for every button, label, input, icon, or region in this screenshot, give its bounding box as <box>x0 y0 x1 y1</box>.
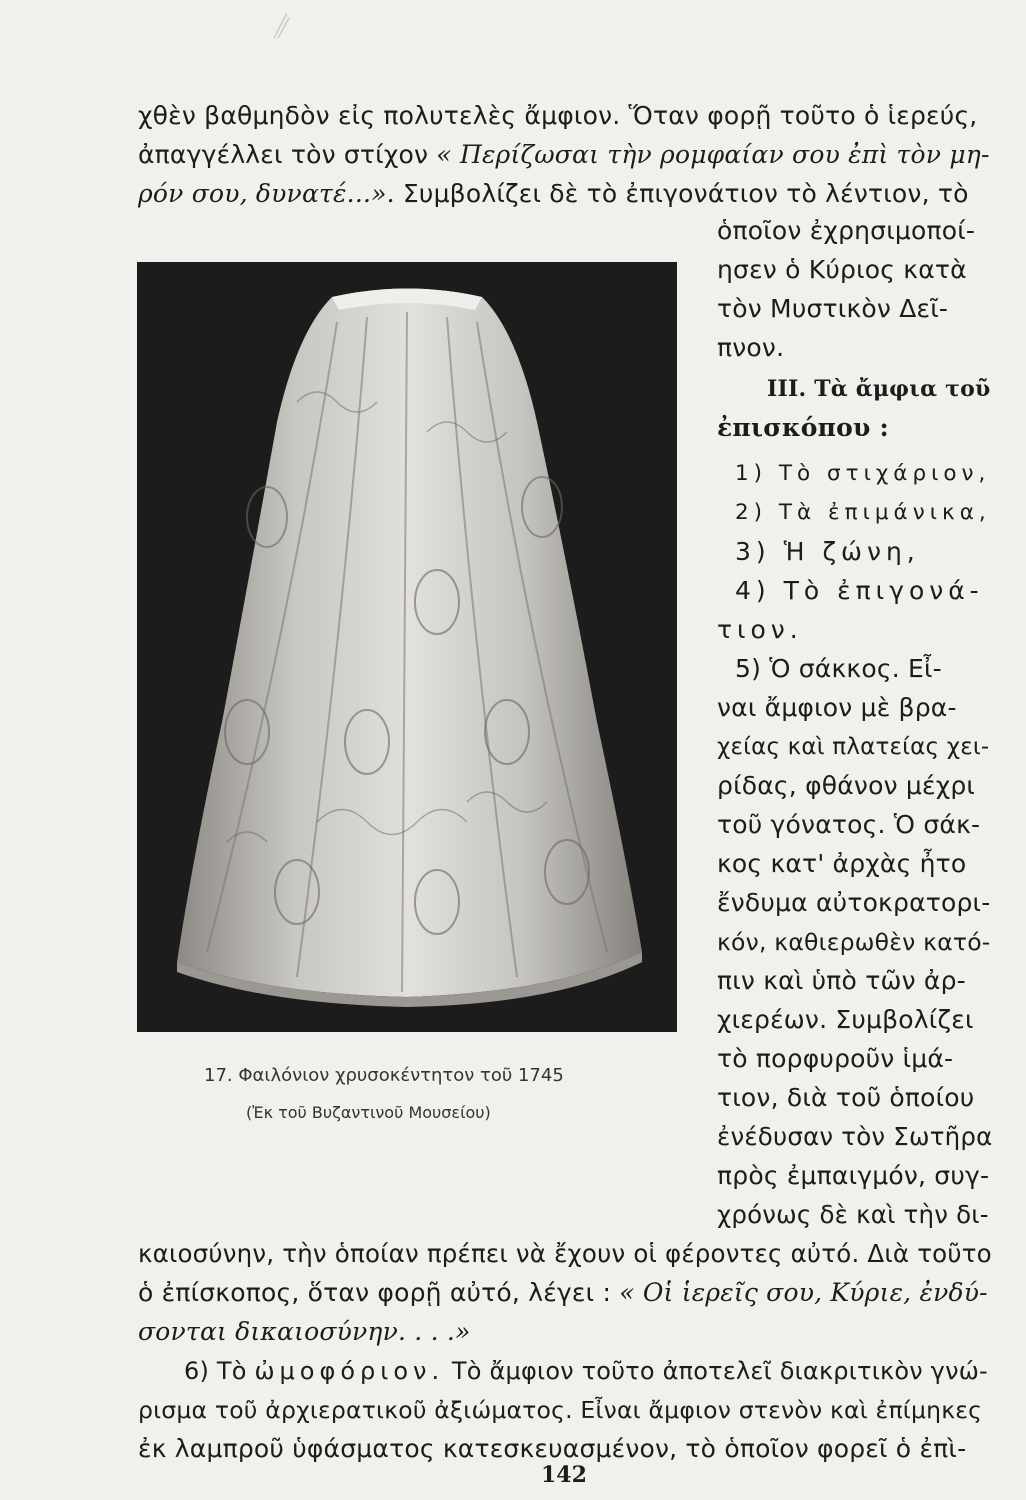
list-item-3: 3) Ἡ ζώνη, <box>735 537 920 566</box>
verse-quote-2: « Οἱ ἱερεῖς σου, Κύριε, ἐνδύ- <box>619 1278 988 1307</box>
body-line-3 <box>138 178 969 210</box>
section-heading-cont: ἐπισκόπου : <box>717 413 889 442</box>
col-line-3: τὸν Μυστικὸν Δεῖ- <box>717 294 949 323</box>
col-line-18: ἔνδυμα αὐτοκρατορι- <box>717 888 991 917</box>
col-line-1: ὁποῖον ἐχρησιμοποί- <box>717 216 976 245</box>
verse-quote-1: « Περίζωσαι τὴν ρομφαίαν σου ἐπὶ τὸν μη- <box>436 140 990 169</box>
body-line-3-text: Συμβολίζει δὲ τὸ ἐπιγονάτιον τὸ λέντιον, τὸ <box>394 179 969 208</box>
body-line-1: χθὲν βαθμηδὸν εἰς πολυτελὲς ἄμφιον. Ὅταν φορῇ τοῦτο ὁ ἱερεύς, <box>138 101 978 130</box>
col-line-14: χείας καὶ πλατείας χει- <box>717 734 990 760</box>
verse-quote-1-end: ρόν σου, δυνατέ...». <box>138 179 395 208</box>
body-line-f6: ἐκ λαμπροῦ ὑφάσματος κατεσκευασμένον, τὸ ὁποῖον φορεῖ ὁ ἐπὶ- <box>138 1434 967 1463</box>
col-line-26: χρόνως δὲ καὶ τὴν δι- <box>717 1200 989 1229</box>
col-line-16: τοῦ γόνατος. Ὁ σάκ- <box>717 810 981 839</box>
list-item-4-cont: τιον. <box>717 615 803 644</box>
list-item-6-text: Τὸ ἄμφιον τοῦτο ἀποτελεῖ διακριτικὸν γνώ- <box>444 1357 988 1385</box>
col-line-15: ρίδας, φθάνον μέχρι <box>717 771 976 800</box>
phelonion-photo <box>137 262 677 1032</box>
body-line-f4 <box>184 1355 988 1387</box>
body-line-f5: ρισμα τοῦ ἀρχιερατικοῦ ἀξιώματος. Εἶναι ἄμφιον στενὸν καὶ ἐπίμηκες <box>138 1396 983 1424</box>
list-item-5: 5) Ὁ σάκκος. Εἶ- <box>735 654 942 683</box>
list-item-2: 2) Τὰ ἐπιμάνικα, <box>735 500 991 525</box>
col-line-21: χιερέων. Συμβολίζει <box>717 1005 974 1034</box>
col-line-4: πνον. <box>717 333 785 362</box>
col-line-25: πρὸς ἐμπαιγμόν, συγ- <box>717 1161 990 1190</box>
list-item-1: 1) Τὸ στιχάριον, <box>735 461 991 486</box>
section-heading: ΙΙΙ. Τὰ ἄμφια τοῦ <box>767 376 991 402</box>
body-line-f2 <box>138 1277 988 1309</box>
verse-quote-2-end: σονται δικαιοσύνην. . . .» <box>138 1317 471 1346</box>
page-number: 142 <box>541 1462 587 1488</box>
col-line-17: κος κατ' ἀρχὰς ἦτο <box>717 849 967 878</box>
body-line-f1: καιοσύνην, τὴν ὁποίαν πρέπει νὰ ἔχουν οἱ φέροντες αὐτό. Διὰ τοῦτο <box>138 1239 992 1268</box>
col-line-19: κόν, καθιερωθὲν κατό- <box>717 928 991 956</box>
col-line-22: τὸ πορφυροῦν ἱμά- <box>717 1044 954 1073</box>
col-line-13: ναι ἄμφιον μὲ βρα- <box>717 693 957 722</box>
body-line-2-text: ἀπαγγέλλει τὸν στίχον <box>138 140 437 169</box>
body-line-f2-text: ὁ ἐπίσκοπος, ὅταν φορῇ αὐτό, λέγει : <box>138 1278 620 1307</box>
col-line-20: πιν καὶ ὑπὸ τῶν ἀρ- <box>717 966 966 995</box>
col-line-24: ἐνέδυσαν τὸν Σωτῆρα <box>717 1122 993 1151</box>
list-item-4: 4) Τὸ ἐπιγονά- <box>735 576 984 605</box>
body-line-2 <box>138 139 990 171</box>
col-line-2: ησεν ὁ Κύριος κατὰ <box>717 255 967 284</box>
figure-caption: 17. Φαιλόνιον χρυσοκέντητον τοῦ 1745 <box>204 1065 564 1086</box>
list-item-6-num: 6) Τὸ <box>184 1357 255 1385</box>
list-item-6-term: ὠμοφόριον. <box>254 1357 445 1385</box>
col-line-23: τιον, διὰ τοῦ ὁποίου <box>717 1083 975 1112</box>
pencil-mark <box>272 10 290 40</box>
figure-credit: (Ἐκ τοῦ Βυζαντινοῦ Μουσείου) <box>246 1103 491 1122</box>
vestment-illustration <box>137 262 677 1032</box>
